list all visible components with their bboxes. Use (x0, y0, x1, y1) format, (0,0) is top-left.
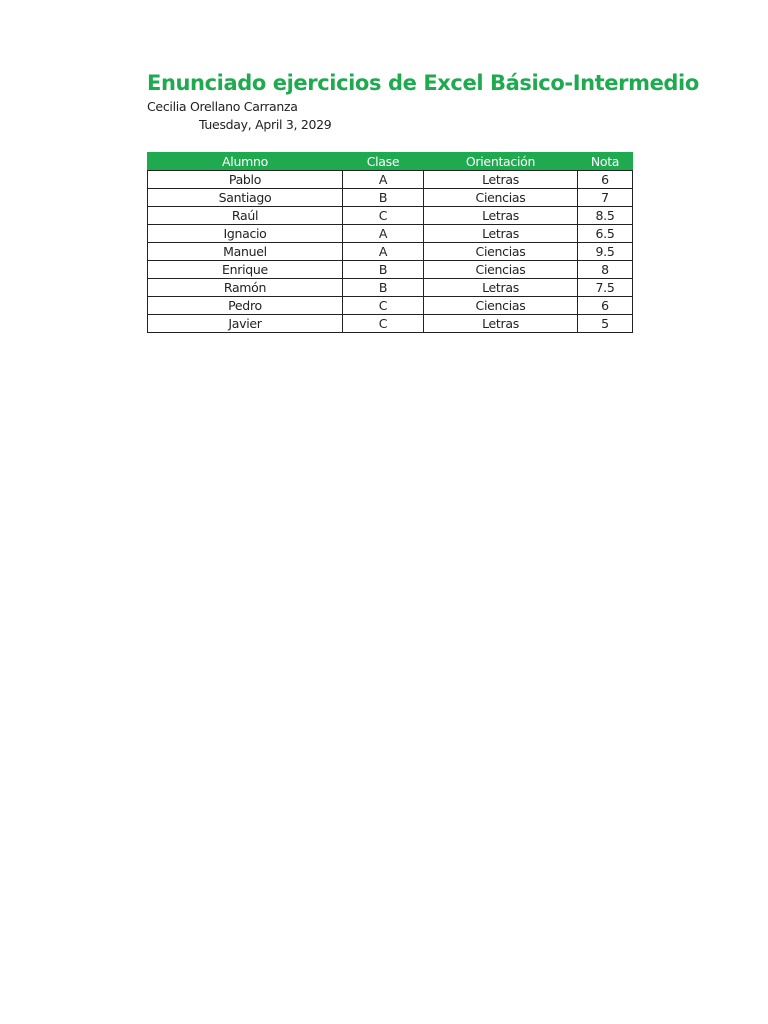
table-row (148, 297, 633, 315)
author-name: Cecilia Orellano Carranza (147, 99, 298, 114)
cell-clase: C (343, 297, 424, 315)
cell-orientacion: Letras (424, 225, 578, 243)
cell-clase: B (343, 279, 424, 297)
cell-alumno: Raúl (148, 207, 343, 225)
table-row (148, 225, 633, 243)
cell-alumno: Javier (148, 315, 343, 333)
table-row (148, 189, 633, 207)
cell-nota: 8.5 (578, 207, 633, 225)
cell-orientacion: Ciencias (424, 189, 578, 207)
cell-alumno: Manuel (148, 243, 343, 261)
cell-alumno: Enrique (148, 261, 343, 279)
header-orientacion: Orientación (424, 153, 578, 171)
cell-nota: 5 (578, 315, 633, 333)
header-alumno: Alumno (148, 153, 343, 171)
cell-orientacion: Letras (424, 207, 578, 225)
cell-nota: 6 (578, 171, 633, 189)
cell-orientacion: Letras (424, 279, 578, 297)
grades-table (147, 152, 633, 333)
cell-clase: B (343, 189, 424, 207)
cell-orientacion: Ciencias (424, 243, 578, 261)
cell-nota: 9.5 (578, 243, 633, 261)
cell-orientacion: Letras (424, 315, 578, 333)
cell-clase: A (343, 243, 424, 261)
cell-alumno: Pablo (148, 171, 343, 189)
cell-clase: A (343, 171, 424, 189)
table-header-row (148, 153, 633, 171)
cell-nota: 6 (578, 297, 633, 315)
cell-alumno: Santiago (148, 189, 343, 207)
cell-orientacion: Letras (424, 171, 578, 189)
cell-clase: A (343, 225, 424, 243)
cell-alumno: Ignacio (148, 225, 343, 243)
table-row (148, 171, 633, 189)
cell-orientacion: Ciencias (424, 297, 578, 315)
cell-nota: 6.5 (578, 225, 633, 243)
header-nota: Nota (578, 153, 633, 171)
cell-alumno: Ramón (148, 279, 343, 297)
table-row (148, 243, 633, 261)
table-row (148, 279, 633, 297)
document-date: Tuesday, April 3, 2029 (199, 117, 332, 132)
cell-clase: B (343, 261, 424, 279)
document-title: Enunciado ejercicios de Excel Básico-Intermedio (147, 71, 699, 95)
cell-orientacion: Ciencias (424, 261, 578, 279)
cell-clase: C (343, 207, 424, 225)
header-clase: Clase (343, 153, 424, 171)
table-row (148, 207, 633, 225)
table-row (148, 261, 633, 279)
cell-clase: C (343, 315, 424, 333)
cell-nota: 7 (578, 189, 633, 207)
table-row (148, 315, 633, 333)
cell-nota: 8 (578, 261, 633, 279)
cell-alumno: Pedro (148, 297, 343, 315)
cell-nota: 7.5 (578, 279, 633, 297)
title-container (147, 66, 699, 100)
